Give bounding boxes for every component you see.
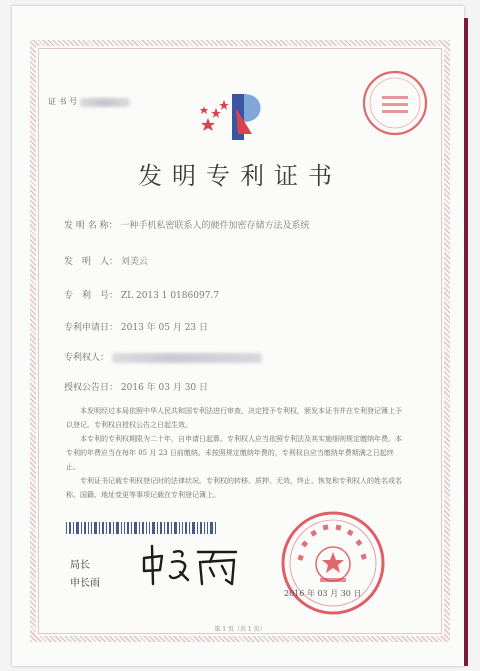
body-paragraph: 本发明经过本局依照中华人民共和国专利法进行审查，决定授予专利权，颁发本证书并在专利登记簿上予以登记。专利权自授权公告之日起生效。 [66, 407, 402, 429]
certificate-body-text [66, 404, 406, 502]
patent-office-emblem-icon [200, 88, 272, 146]
filing-date-value: 2013 年 05 月 23 日 [120, 323, 209, 333]
grant-date-row [64, 380, 208, 393]
seal-date: 2016 年 03 月 30 日 [284, 589, 362, 598]
patent-number-label: 专 利 号： [64, 291, 119, 301]
director-title: 局长 [70, 560, 90, 571]
grant-date-label: 授权公告日： [64, 383, 119, 393]
invention-name-row [64, 218, 309, 231]
page-number: 第 1 页（共 1 页） [214, 626, 266, 633]
grant-date-value: 2016 年 03 月 30 日 [120, 383, 209, 393]
inventor-label: 发 明 人： [64, 257, 119, 267]
patentee-label: 专利权人： [64, 353, 110, 363]
filing-date-label: 专利申请日： [64, 323, 119, 333]
certificate-title: 发明专利证书 [138, 162, 342, 190]
official-red-seal-icon [278, 508, 388, 618]
binding-edge [464, 18, 468, 666]
body-paragraph: 专利证书记载专利权登记时的法律状况。专利权的转移、质押、无效、终止、恢复和专利权人的姓名或名称、国籍、地址变更等事项记载在专利登记簿上。 [66, 477, 402, 499]
patentee-row [64, 350, 262, 363]
barcode-icon [66, 522, 216, 534]
patent-number-row [64, 288, 219, 301]
director-name: 申长雨 [70, 578, 100, 589]
inventor-value: 刘美云 [120, 257, 148, 267]
redacted-certificate-number [80, 98, 130, 107]
invention-name-label: 发 明 名 称： [64, 221, 118, 231]
office-seal-stamp-icon [360, 68, 430, 138]
patent-number-value: ZL 2013 1 0186097.7 [120, 291, 220, 301]
invention-name-value: 一种手机私密联系人的硬件加密存储方法及系统 [120, 221, 310, 231]
body-paragraph: 本专利的专利权期限为二十年，自申请日起算。专利权人应当依照专利法及其实施细则规定缴纳年费。本专利的年费应当在每年 05 月 23 日前缴纳。未按照规定缴纳年费的，专利权自应当缴纳年费期满之日起终止。 [66, 435, 402, 471]
filing-date-row [64, 320, 208, 333]
handwritten-signature [136, 540, 246, 590]
inventor-row [64, 254, 148, 267]
redacted-patentee [112, 353, 262, 363]
certificate-number-label: 证 书 号 [48, 97, 78, 106]
certificate-number [48, 96, 130, 107]
